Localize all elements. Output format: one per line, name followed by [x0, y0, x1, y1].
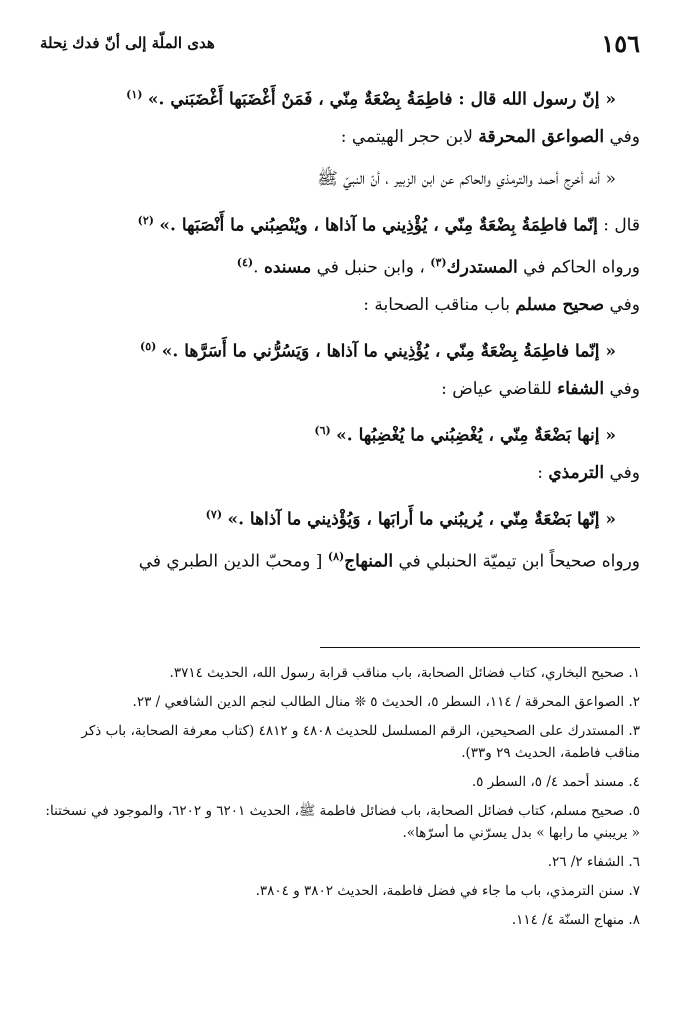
- paragraph-3: [50, 166, 640, 208]
- hadith-quote: « إنّ رسول الله قال : فاطِمَةُ بِضْعَةٌ مِنّي ، فَمَنْ أَغْضَبَها أَغْضَبَني .»: [147, 89, 616, 110]
- paragraph-8: [50, 376, 640, 418]
- source-title: صحيح مسلم: [515, 295, 605, 315]
- source-title: المنهاج: [344, 551, 394, 572]
- source-title: المستدرك: [446, 257, 518, 278]
- text-span: باب مناقب الصحابة :: [363, 295, 511, 315]
- footnote-divider: [320, 647, 640, 648]
- footnotes: [45, 662, 640, 938]
- main-text: [50, 82, 640, 586]
- footnote: ٣. المستدرك على الصحيحين، الرقم المسلسل للحديث ٤٨٠٨ و ٤٨١٢ (كتاب معرفة الصحابة، باب ذكر مناقب فاطمة، الحديث ٢٩ و٣٣).: [81, 723, 640, 761]
- text-span: وفي: [609, 295, 640, 315]
- footnote-ref: (٤): [236, 256, 254, 269]
- text-span: :: [537, 463, 543, 483]
- text-span: [ ومحبّ الدين الطبري في: [138, 551, 323, 572]
- hadith-quote: « إنها بَضْعَةٌ مِنّي ، يُغْضِبُني ما يُغْضِبُها .»: [336, 425, 616, 446]
- text-span: ، وابن حنبل في: [316, 257, 425, 278]
- footnote: ٥. صحيح مسلم، كتاب فضائل الصحابة، باب فضائل فاطمة ﷺ، الحديث ٦٢٠١ و ٦٢٠٢، والموجود في نسختنا: « يريبني ما رابها » بدل يسرّني ما أسرّها».: [45, 803, 640, 841]
- paragraph-9: [50, 418, 640, 460]
- paragraph-2: [50, 124, 640, 166]
- text-span: وفي: [609, 463, 640, 483]
- text-span: ورواه الحاكم في: [523, 257, 640, 278]
- text-span: قال :: [603, 215, 640, 236]
- paragraph-12: [50, 544, 640, 586]
- text-span: لابن حجر الهيتمي :: [340, 127, 473, 147]
- footnote: ٤. مسند أحمد ٤/ ٥، السطر ٥.: [471, 774, 640, 790]
- footnote: ٢. الصواعق المحرقة / ١١٤، السطر ٥، الحديث ٥ ❊ منال الطالب لنجم الدين الشافعي / ٢٣.: [132, 694, 640, 710]
- footnote: ٦. الشفاء ٢/ ٢٦.: [547, 854, 640, 870]
- footnote-ref: (٥): [139, 340, 157, 353]
- hadith-quote: « إنّها بَضْعَةٌ مِنّي ، يُريبُني ما أَرابَها ، وَيُؤْذيني ما آذاها .»: [227, 509, 616, 530]
- footnote: ٨. منهاج السنّة ٤/ ١١٤.: [511, 912, 640, 928]
- page-header: [40, 28, 640, 58]
- paragraph-7: [50, 334, 640, 376]
- source-title: الصواعق المحرقة: [478, 127, 605, 147]
- paragraph-4: [50, 208, 640, 250]
- footnote: ١. صحيح البخاري، كتاب فضائل الصحابة، باب مناقب قرابة رسول الله، الحديث ٣٧١٤.: [169, 665, 640, 681]
- footnote-ref: (٣): [430, 256, 447, 269]
- footnote-ref: (٧): [205, 508, 223, 521]
- footnote: ٧. سنن الترمذي، باب ما جاء في فضل فاطمة، الحديث ٣٨٠٢ و ٣٨٠٤.: [255, 883, 640, 899]
- paragraph-1: [50, 82, 640, 124]
- page-number: ١٥٦: [601, 28, 640, 58]
- hadith-quote: « إنّما فاطِمَةُ بِضْعَةٌ مِنّي ، يُؤْذِيني ما آذاها ، وَيَسُرُّني ما أَسَرَّها .»: [161, 341, 616, 362]
- paragraph-10: [50, 460, 640, 502]
- text-span: وفي: [609, 379, 640, 399]
- text-span: « أنه أخرج أحمد والترمذي والحاكم عن ابن الزبير ، أنّ النبيّ ﷺ: [317, 169, 616, 189]
- source-title: الترمذي: [548, 463, 605, 483]
- footnote-ref: (٨): [327, 550, 345, 563]
- footnote-ref: (٢): [137, 214, 154, 227]
- hadith-quote: إنّما فاطِمَةُ بِضْعَةٌ مِنّي ، يُؤْذِيني ما آذاها ، ويُنْصِبُني ما أَنْصَبَها .»: [159, 215, 598, 236]
- paragraph-11: [50, 502, 640, 544]
- paragraph-5: [50, 250, 640, 292]
- text-span: ورواه صحيحاً ابن تيميّة الحنبلي في: [398, 551, 640, 572]
- paragraph-6: [50, 292, 640, 334]
- source-title: الشفاء: [557, 379, 605, 399]
- running-title: هدى الملّة إلى أنّ فدك نِحلة: [40, 34, 215, 52]
- text-span: للقاضي عياض :: [441, 379, 552, 399]
- footnote-ref: (١): [126, 88, 143, 101]
- text-span: وفي: [609, 127, 640, 147]
- footnote-ref: (٦): [314, 424, 331, 437]
- source-title: مسنده: [263, 257, 312, 278]
- text-span: .: [253, 257, 259, 278]
